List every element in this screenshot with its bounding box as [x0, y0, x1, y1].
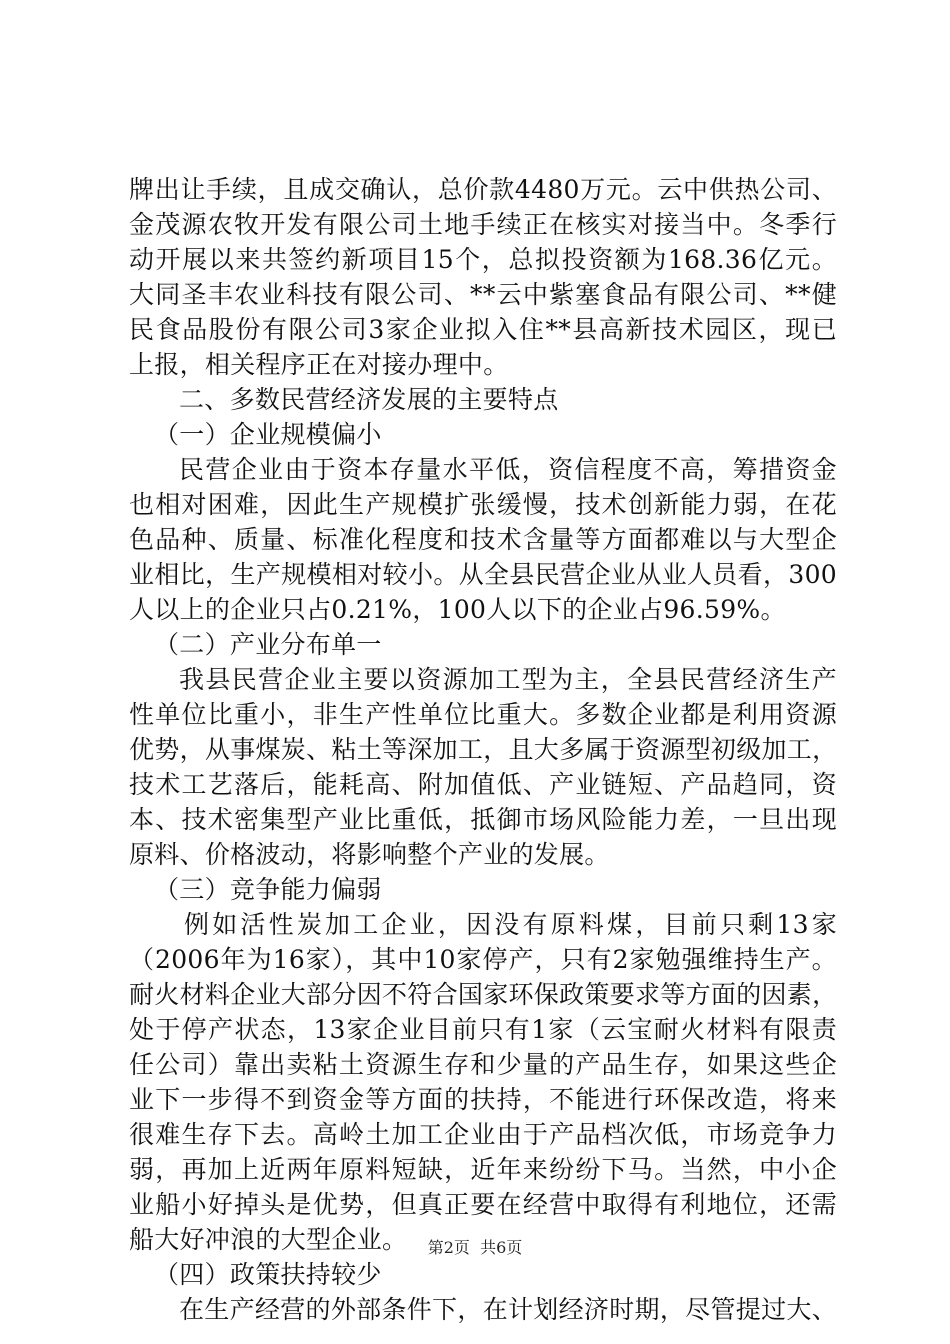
text-line: 业相比，生产规模相对较小。从全县民营企业从业人员看，300	[129, 560, 837, 589]
text-line: 色品种、质量、标准化程度和技术含量等方面都难以与大型企	[129, 525, 837, 554]
text-line: 民食品股份有限公司3家企业拟入住**县高新技术园区，现已	[129, 315, 837, 344]
text-line: 原料、价格波动，将影响整个产业的发展。	[129, 840, 610, 869]
text-line: 牌出让手续，且成交确认，总价款4480万元。云中供热公司、	[129, 175, 837, 204]
text-line: 任公司）靠出卖粘土资源生存和少量的产品生存，如果这些企	[129, 1050, 837, 1079]
text-line: 金茂源农牧开发有限公司土地手续正在核实对接当中。冬季行	[129, 210, 837, 239]
text-line: 技术工艺落后，能耗高、附加值低、产业链短、产品趋同，资	[129, 770, 837, 799]
text-line: 在生产经营的外部条件下，在计划经济时期，尽管提过大、	[179, 1295, 837, 1324]
text-line: 上报，相关程序正在对接办理中。	[129, 350, 509, 379]
page-number-label: 第2页 共6页	[427, 1238, 523, 1257]
text-line: 很难生存下去。高岭土加工企业由于产品档次低，市场竞争力	[129, 1120, 837, 1149]
text-line: 人以上的企业只占0.21%，100人以下的企业占96.59%。	[129, 595, 786, 624]
text-line: （一）企业规模偏小	[154, 420, 382, 449]
text-line: （二）产业分布单一	[154, 630, 382, 659]
page-footer	[0, 1237, 950, 1259]
text-line: （2006年为16家），其中10家停产，只有2家勉强维持生产。	[129, 945, 837, 974]
text-line: 耐火材料企业大部分因不符合国家环保政策要求等方面的因素，	[129, 980, 838, 1009]
text-line: 也相对困难，因此生产规模扩张缓慢，技术创新能力弱，在花	[129, 490, 837, 519]
document-body	[129, 172, 837, 1327]
text-line: 二、多数民营经济发展的主要特点	[179, 385, 559, 414]
text-line: 性单位比重小，非生产性单位比重大。多数企业都是利用资源	[129, 700, 837, 729]
text-line: （四）政策扶持较少	[154, 1260, 382, 1289]
text-line: 动开展以来共签约新项目15个，总拟投资额为168.36亿元。	[129, 245, 837, 274]
text-line: 业船小好掉头是优势，但真正要在经营中取得有利地位，还需	[129, 1190, 837, 1219]
text-line: 我县民营企业主要以资源加工型为主，全县民营经济生产	[179, 665, 837, 694]
text-line: 大同圣丰农业科技有限公司、**云中紫塞食品有限公司、**健	[129, 280, 837, 309]
text-line: （三）竞争能力偏弱	[154, 875, 382, 904]
text-line: 例如活性炭加工企业，因没有原料煤，目前只剩13家	[184, 910, 837, 939]
text-line: 处于停产状态，13家企业目前只有1家（云宝耐火材料有限责	[129, 1015, 837, 1044]
text-line: 优势，从事煤炭、粘土等深加工，且大多属于资源型初级加工，	[129, 735, 838, 764]
text-line: 业下一步得不到资金等方面的扶持，不能进行环保改造，将来	[129, 1085, 837, 1114]
text-line: 民营企业由于资本存量水平低，资信程度不高，筹措资金	[179, 455, 837, 484]
text-line: 船大好冲浪的大型企业。	[129, 1225, 408, 1254]
text-line: 本、技术密集型产业比重低，抵御市场风险能力差，一旦出现	[129, 805, 837, 834]
text-line: 弱，再加上近两年原料短缺，近年来纷纷下马。当然，中小企	[129, 1155, 837, 1184]
